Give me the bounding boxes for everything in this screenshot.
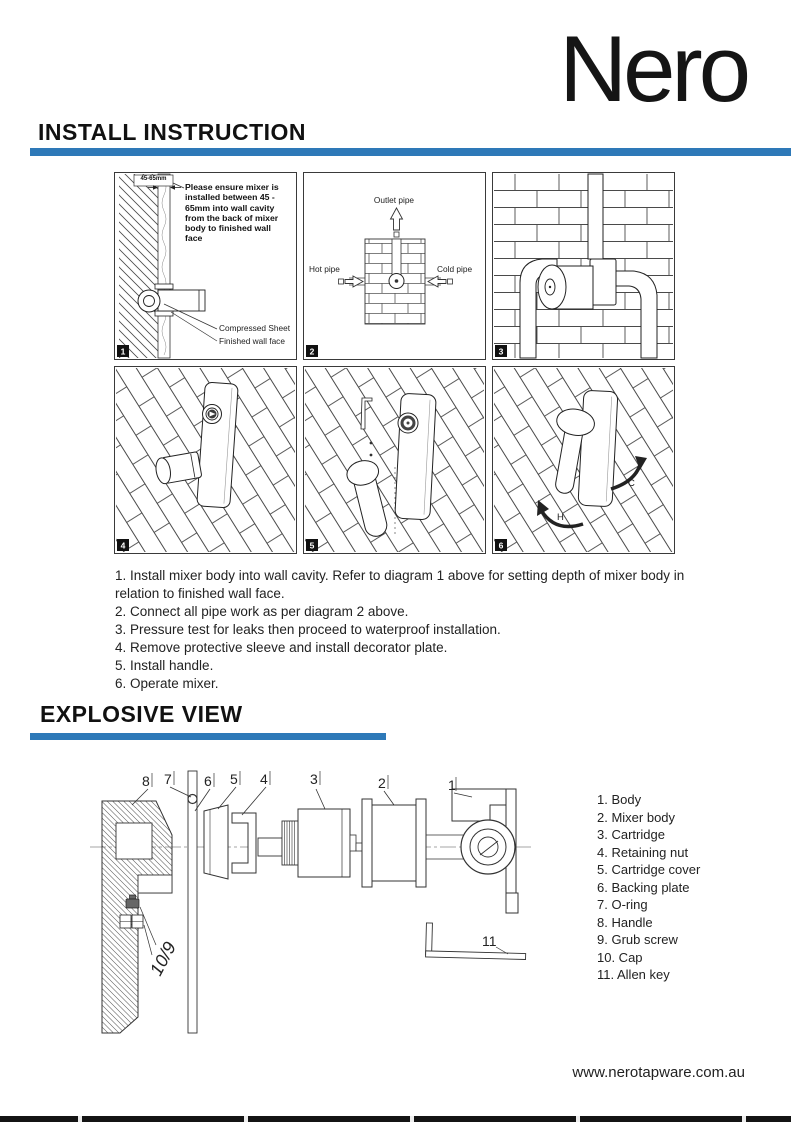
step-2: 2. Connect all pipe work as per diagram 2 above. xyxy=(115,604,409,619)
parts-list xyxy=(597,791,700,984)
compressed-sheet-label: Compressed Sheet xyxy=(219,323,291,333)
diagram-3-drawing xyxy=(493,173,674,359)
installation-steps xyxy=(115,567,715,693)
callout-1: 1 xyxy=(448,777,456,793)
callout-11: 11 xyxy=(482,933,497,949)
dimension-label: 45-65mm xyxy=(140,176,167,182)
callout-5: 5 xyxy=(230,771,238,787)
part-5: 5. Cartridge cover xyxy=(597,862,701,877)
callout-7: 7 xyxy=(164,771,172,787)
callout-4: 4 xyxy=(260,771,268,787)
step-3: 3. Pressure test for leaks then proceed to waterproof installation. xyxy=(115,622,501,637)
part-7: 7. O-ring xyxy=(597,897,648,912)
outlet-pipe-label: Outlet pipe xyxy=(373,195,415,205)
callout-10-9: 10/9 xyxy=(145,938,180,979)
diagram-5-drawing xyxy=(304,367,485,553)
explosive-view-title: EXPLOSIVE VIEW xyxy=(40,701,243,727)
step-1: 1. Install mixer body into wall cavity. Refer to diagram 1 above for setting depth of mixer body in relation to finished wall face. xyxy=(115,568,685,601)
part-4: 4. Retaining nut xyxy=(597,844,689,860)
callout-2: 2 xyxy=(378,775,386,791)
diagram-2-pipework xyxy=(303,172,486,360)
diagram-1-setting-depth xyxy=(114,172,297,360)
hot-direction-label: H xyxy=(557,512,564,523)
finished-wall-face-label: Finished wall face xyxy=(219,336,285,346)
part-2: 2. Mixer body xyxy=(597,809,676,825)
part-10: 10. Cap xyxy=(597,949,643,965)
part-1: 1. Body xyxy=(597,792,642,807)
part-9: 9. Grub screw xyxy=(597,932,678,947)
step-4: 4. Remove protective sleeve and install decorator plate. xyxy=(115,640,448,655)
explosive-view-divider xyxy=(30,733,386,740)
part-6: 6. Backing plate xyxy=(597,879,690,895)
part-3: 3. Cartridge xyxy=(597,827,665,842)
install-instruction-title: INSTALL INSTRUCTION xyxy=(38,119,307,145)
callout-8: 8 xyxy=(142,773,150,789)
diagram-5-install-handle xyxy=(303,366,486,554)
step-5: 5. Install handle. xyxy=(115,658,214,673)
website-url: www.nerotapware.com.au xyxy=(572,1064,745,1081)
callout-3: 3 xyxy=(310,771,318,787)
diagram-6-operate-mixer xyxy=(492,366,675,554)
cold-pipe-label: Cold pipe xyxy=(437,264,473,274)
diagram-3-mixer-installed xyxy=(492,172,675,360)
diagram-number-badge: 3 xyxy=(498,346,504,357)
diagram-6-drawing xyxy=(493,367,674,553)
nero-logo: Nero xyxy=(559,16,747,121)
part-11: 11. Allen key xyxy=(597,967,670,982)
diagram-4-decorator-plate xyxy=(114,366,297,554)
diagram-number-badge: 2 xyxy=(309,346,315,357)
step-6: 6. Operate mixer. xyxy=(115,676,219,691)
footer-bar xyxy=(0,1116,791,1122)
diagram-number-badge: 1 xyxy=(120,346,126,357)
installation-note: Please ensure mixer is installed between 45 - 65mm into wall cavity from the back of mixer body to finished wall face xyxy=(185,182,279,244)
callout-6: 6 xyxy=(204,773,212,789)
diagram-number-badge: 5 xyxy=(309,540,315,551)
exploded-diagram-drawing xyxy=(60,765,540,1055)
diagram-number-badge: 4 xyxy=(120,540,126,551)
diagram-number-badge: 6 xyxy=(498,540,504,551)
hot-pipe-label: Hot pipe xyxy=(309,264,340,274)
header-divider xyxy=(30,148,791,156)
diagram-4-drawing xyxy=(115,367,296,553)
part-8: 8. Handle xyxy=(597,914,653,930)
exploded-diagram xyxy=(60,765,540,1055)
cold-direction-label: C xyxy=(628,478,635,489)
